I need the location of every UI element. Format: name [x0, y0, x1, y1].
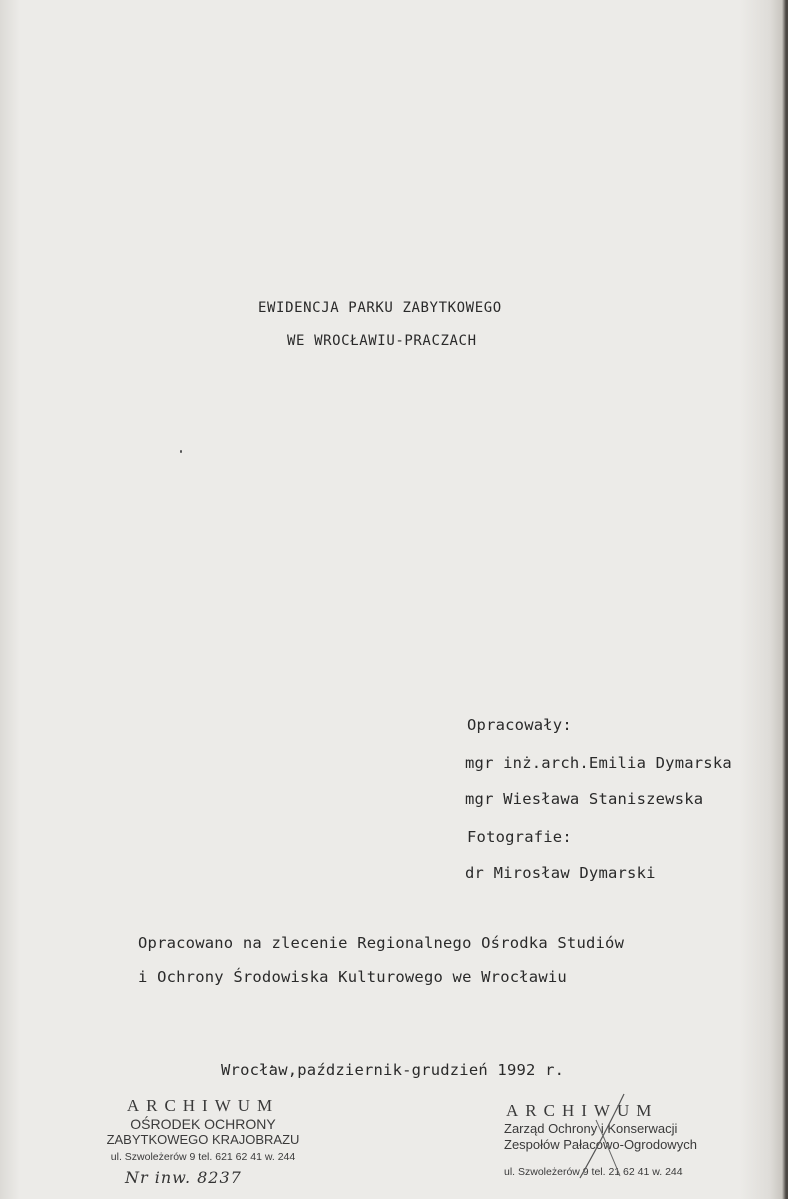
stamp-left-line-2: OŚRODEK OCHRONY	[130, 1116, 276, 1132]
archive-stamp-left	[88, 1096, 318, 1166]
title-line-2: WE WROCŁAWIU-PRACZACH	[287, 333, 477, 349]
photographer: dr Mirosław Dymarski	[465, 864, 656, 882]
stamp-left-line-3: ZABYTKOWEGO KRAJOBRAZU	[106, 1132, 300, 1147]
inventory-number-note: Nr inw. 8237	[125, 1168, 242, 1187]
stamp-right-line-2: Zarząd Ochrony i Konserwacji	[504, 1121, 678, 1136]
ink-speck	[180, 450, 182, 453]
stamp-right-address: ul. Szwoleżerów 9 tel. 21 62 41 w. 244	[504, 1166, 683, 1178]
cross-out-mark	[576, 1092, 626, 1180]
stamp-right-archiwum: ARCHIWUM	[506, 1101, 659, 1120]
place-date: Wrocław,październik-grudzień 1992 r.	[221, 1061, 565, 1079]
author-1: mgr inż.arch.Emilia Dymarska	[465, 754, 732, 772]
authors-heading: Opracowały:	[467, 716, 572, 734]
commission-line-2: i Ochrony Środowiska Kulturowego we Wrocławiu	[138, 968, 567, 986]
author-2: mgr Wiesława Staniszewska	[465, 790, 704, 808]
stamp-right-line-3: Zespołów Pałacowo-Ogrodowych	[504, 1137, 697, 1152]
title-line-1: EWIDENCJA PARKU ZABYTKOWEGO	[258, 300, 502, 316]
commission-line-1: Opracowano na zlecenie Regionalnego Ośrodka Studiów	[138, 934, 625, 952]
photos-heading: Fotografie:	[467, 828, 572, 846]
stamp-left-archiwum: ARCHIWUM	[126, 1096, 280, 1115]
stamp-left-address: ul. Szwoleżerów 9 tel. 621 62 41 w. 244	[110, 1151, 296, 1163]
